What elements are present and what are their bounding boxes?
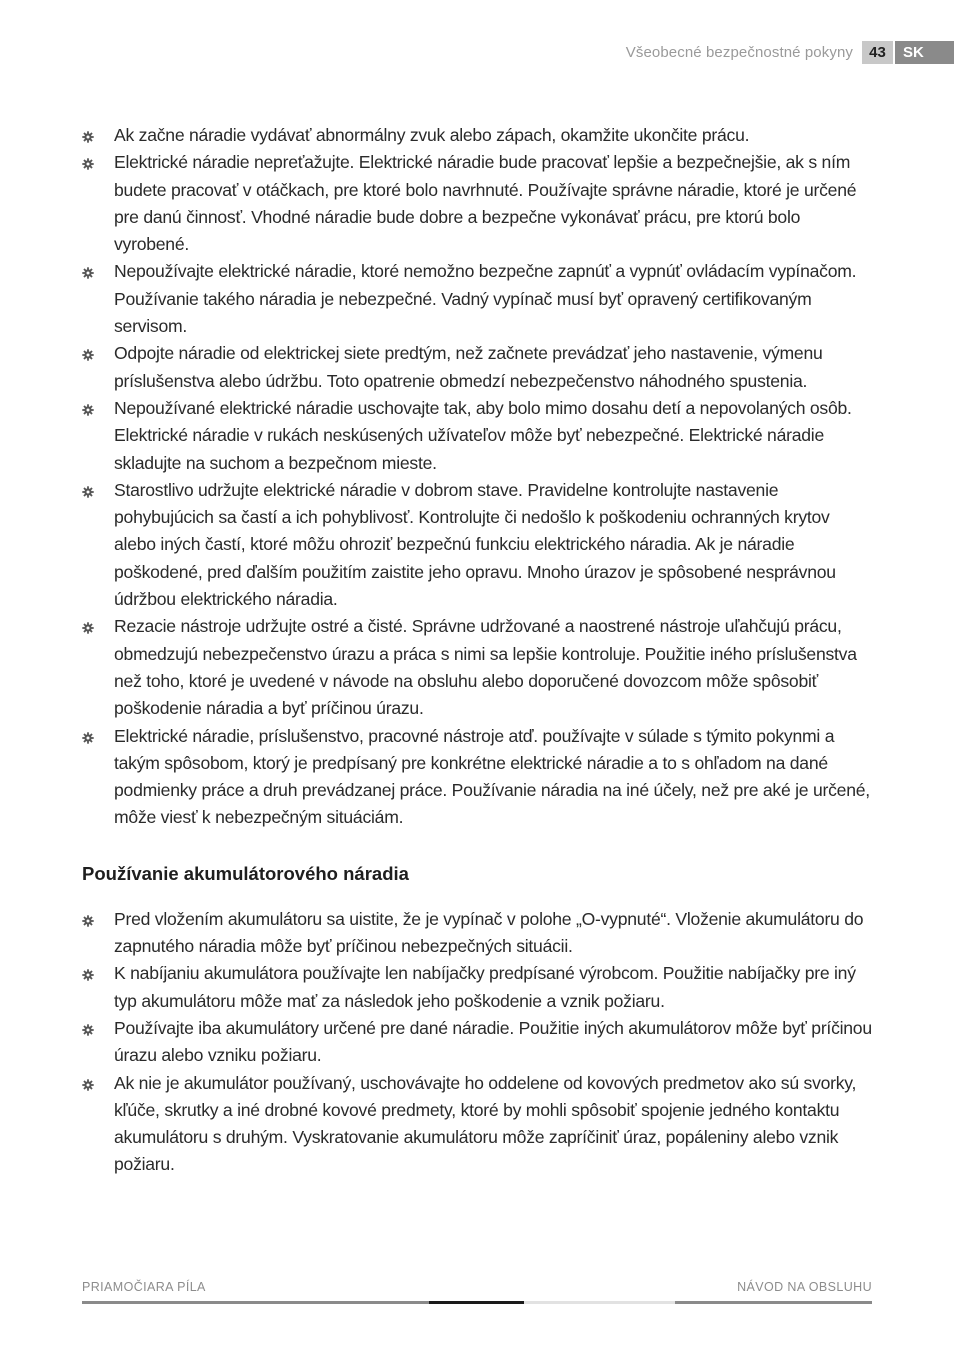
gear-bullet-icon [82, 1079, 94, 1091]
gear-bullet-icon [82, 131, 94, 143]
list-item-text: Pred vložením akumulátoru sa uistite, že je vypínač v polohe „O-vypnuté“. Vloženie akumulátoru do zapnutého náradia môže byť príčinou nebezpečných situácii. [114, 908, 864, 957]
gear-bullet-icon [82, 158, 94, 170]
page-footer [82, 1280, 872, 1304]
footer-rule-segment-dark [429, 1301, 524, 1304]
list-item [82, 723, 872, 832]
list-item [82, 613, 872, 722]
gear-bullet-icon [82, 622, 94, 634]
footer-left-label: PRIAMOČIARA PÍLA [82, 1280, 206, 1294]
list-item-text: Starostlivo udržujte elektrické náradie v dobrom stave. Pravidelne kontrolujte nastavenie pohybujúcich sa častí a ich pohyblivosť. Kontrolujte či nedošlo k poškodeniu ochranných krytov alebo iných častí, ktoré môžu ohroziť bezpečnú funkciu elektrického náradia. Ak je náradie poškodené, pred ďalším použitím zaistite jeho opravu. Mnoho úrazov je spôsobené nesprávnou údržbou elektrického náradia. [114, 479, 836, 610]
main-content [82, 122, 872, 1179]
list-item-text: Používajte iba akumulátory určené pre dané náradie. Použitie iných akumulátorov môže byť príčinou úrazu alebo vzniku požiaru. [114, 1017, 872, 1066]
bullet-list-top [82, 122, 872, 832]
list-item [82, 1070, 872, 1179]
list-item [82, 395, 872, 477]
page-header [626, 41, 954, 64]
bullet-list-battery [82, 906, 872, 1179]
gear-bullet-icon [82, 404, 94, 416]
list-item [82, 1015, 872, 1070]
list-item-text: K nabíjaniu akumulátora používajte len nabíjačky predpísané výrobcom. Použitie nabíjačky pre iný typ akumulátoru môže mať za následok jeho poškodenie a vznik požiaru. [114, 963, 856, 1011]
language-tab: SK [895, 41, 954, 64]
list-item [82, 906, 872, 961]
footer-rule-segment-light [524, 1301, 675, 1304]
gear-bullet-icon [82, 267, 94, 279]
list-item [82, 960, 872, 1015]
footer-rule [82, 1301, 872, 1304]
header-title: Všeobecné bezpečnostné pokyny [625, 44, 853, 61]
gear-bullet-icon [82, 732, 94, 744]
list-item [82, 477, 872, 613]
list-item-text: Rezacie nástroje udržujte ostré a čisté. Správne udržované a naostrené nástroje uľahčujú prácu, obmedzujú nebezpečenstvo úrazu a práca s nimi sa lepšie kontroluje. Použitie iného príslušenstva než toho, ktoré je uvedené v návode na obsluhu alebo doporučené dovozcom môže spôsobiť poškodenie náradia a byť príčinou úrazu. [114, 616, 857, 719]
list-item-text: Ak nie je akumulátor používaný, uschovávajte ho oddelene od kovových predmetov ako sú svorky, kľúče, skrutky a iné drobné kovové predmety, ktoré by mohli spôsobiť spojenie jedného kontaktu akumulátoru s druhým. Vyskratovanie akumulátoru môže zapríčiniť úraz, popáleniny alebo vznik požiaru. [114, 1072, 857, 1175]
gear-bullet-icon [82, 915, 94, 927]
list-item [82, 340, 872, 395]
footer-right-label: NÁVOD NA OBSLUHU [737, 1280, 872, 1294]
gear-bullet-icon [82, 1024, 94, 1036]
footer-rule-segment-mid [82, 1301, 429, 1304]
list-item-text: Ak začne náradie vydávať abnormálny zvuk alebo zápach, okamžite ukončite prácu. [114, 125, 750, 145]
gear-bullet-icon [82, 349, 94, 361]
list-item-text: Elektrické náradie, príslušenstvo, pracovné nástroje atď. používajte v súlade s týmito pokynmi a takým spôsobom, ktorý je predpísaný pre konkrétne elektrické náradie a to s ohľadom na dané podmienky práce a druh prevádzanej práce. Používanie náradia na iné účely, než pre aké je určené, môže viesť k nebezpečným situáciám. [114, 725, 870, 828]
section-heading: Používanie akumulátorového náradia [82, 862, 409, 884]
gear-bullet-icon [82, 969, 94, 981]
list-item-text: Nepoužívajte elektrické náradie, ktoré nemožno bezpečne zapnúť a vypnúť ovládacím vypínačom. Používanie takého náradia je nebezpečné. Vadný vypínač musí byť opravený certifikovaným servisom. [114, 261, 857, 337]
list-item [82, 149, 872, 258]
gear-bullet-icon [82, 486, 94, 498]
footer-rule-segment-mid-right [675, 1301, 872, 1304]
list-item [82, 122, 872, 149]
footer-labels [82, 1280, 872, 1294]
list-item-text: Odpojte náradie od elektrickej siete predtým, než začnete prevádzať jeho nastavenie, výmenu príslušenstva alebo údržbu. Toto opatrenie obmedzí nebezpečenstvo náhodného spustenia. [114, 343, 823, 391]
list-item-text: Elektrické náradie nepreťažujte. Elektrické náradie bude pracovať lepšie a bezpečnejšie, ak s ním budete pracovať v otáčkach, pre ktoré bolo navrhnuté. Používajte správne náradie, ktoré je určené pre danú činnosť. Vhodné náradie bude dobre a bezpečne vykonávať prácu, pre ktorú bolo vyrobené. [114, 152, 857, 255]
page-number: 43 [862, 41, 893, 64]
list-item-text: Nepoužívané elektrické náradie uschovajte tak, aby bolo mimo dosahu detí a nepovolaných osôb. Elektrické náradie v rukách neskúsených užívateľov môže byť nebezpečné. Elektrické náradie skladujte na suchom a bezpečnom mieste. [114, 397, 852, 473]
list-item [82, 258, 872, 340]
